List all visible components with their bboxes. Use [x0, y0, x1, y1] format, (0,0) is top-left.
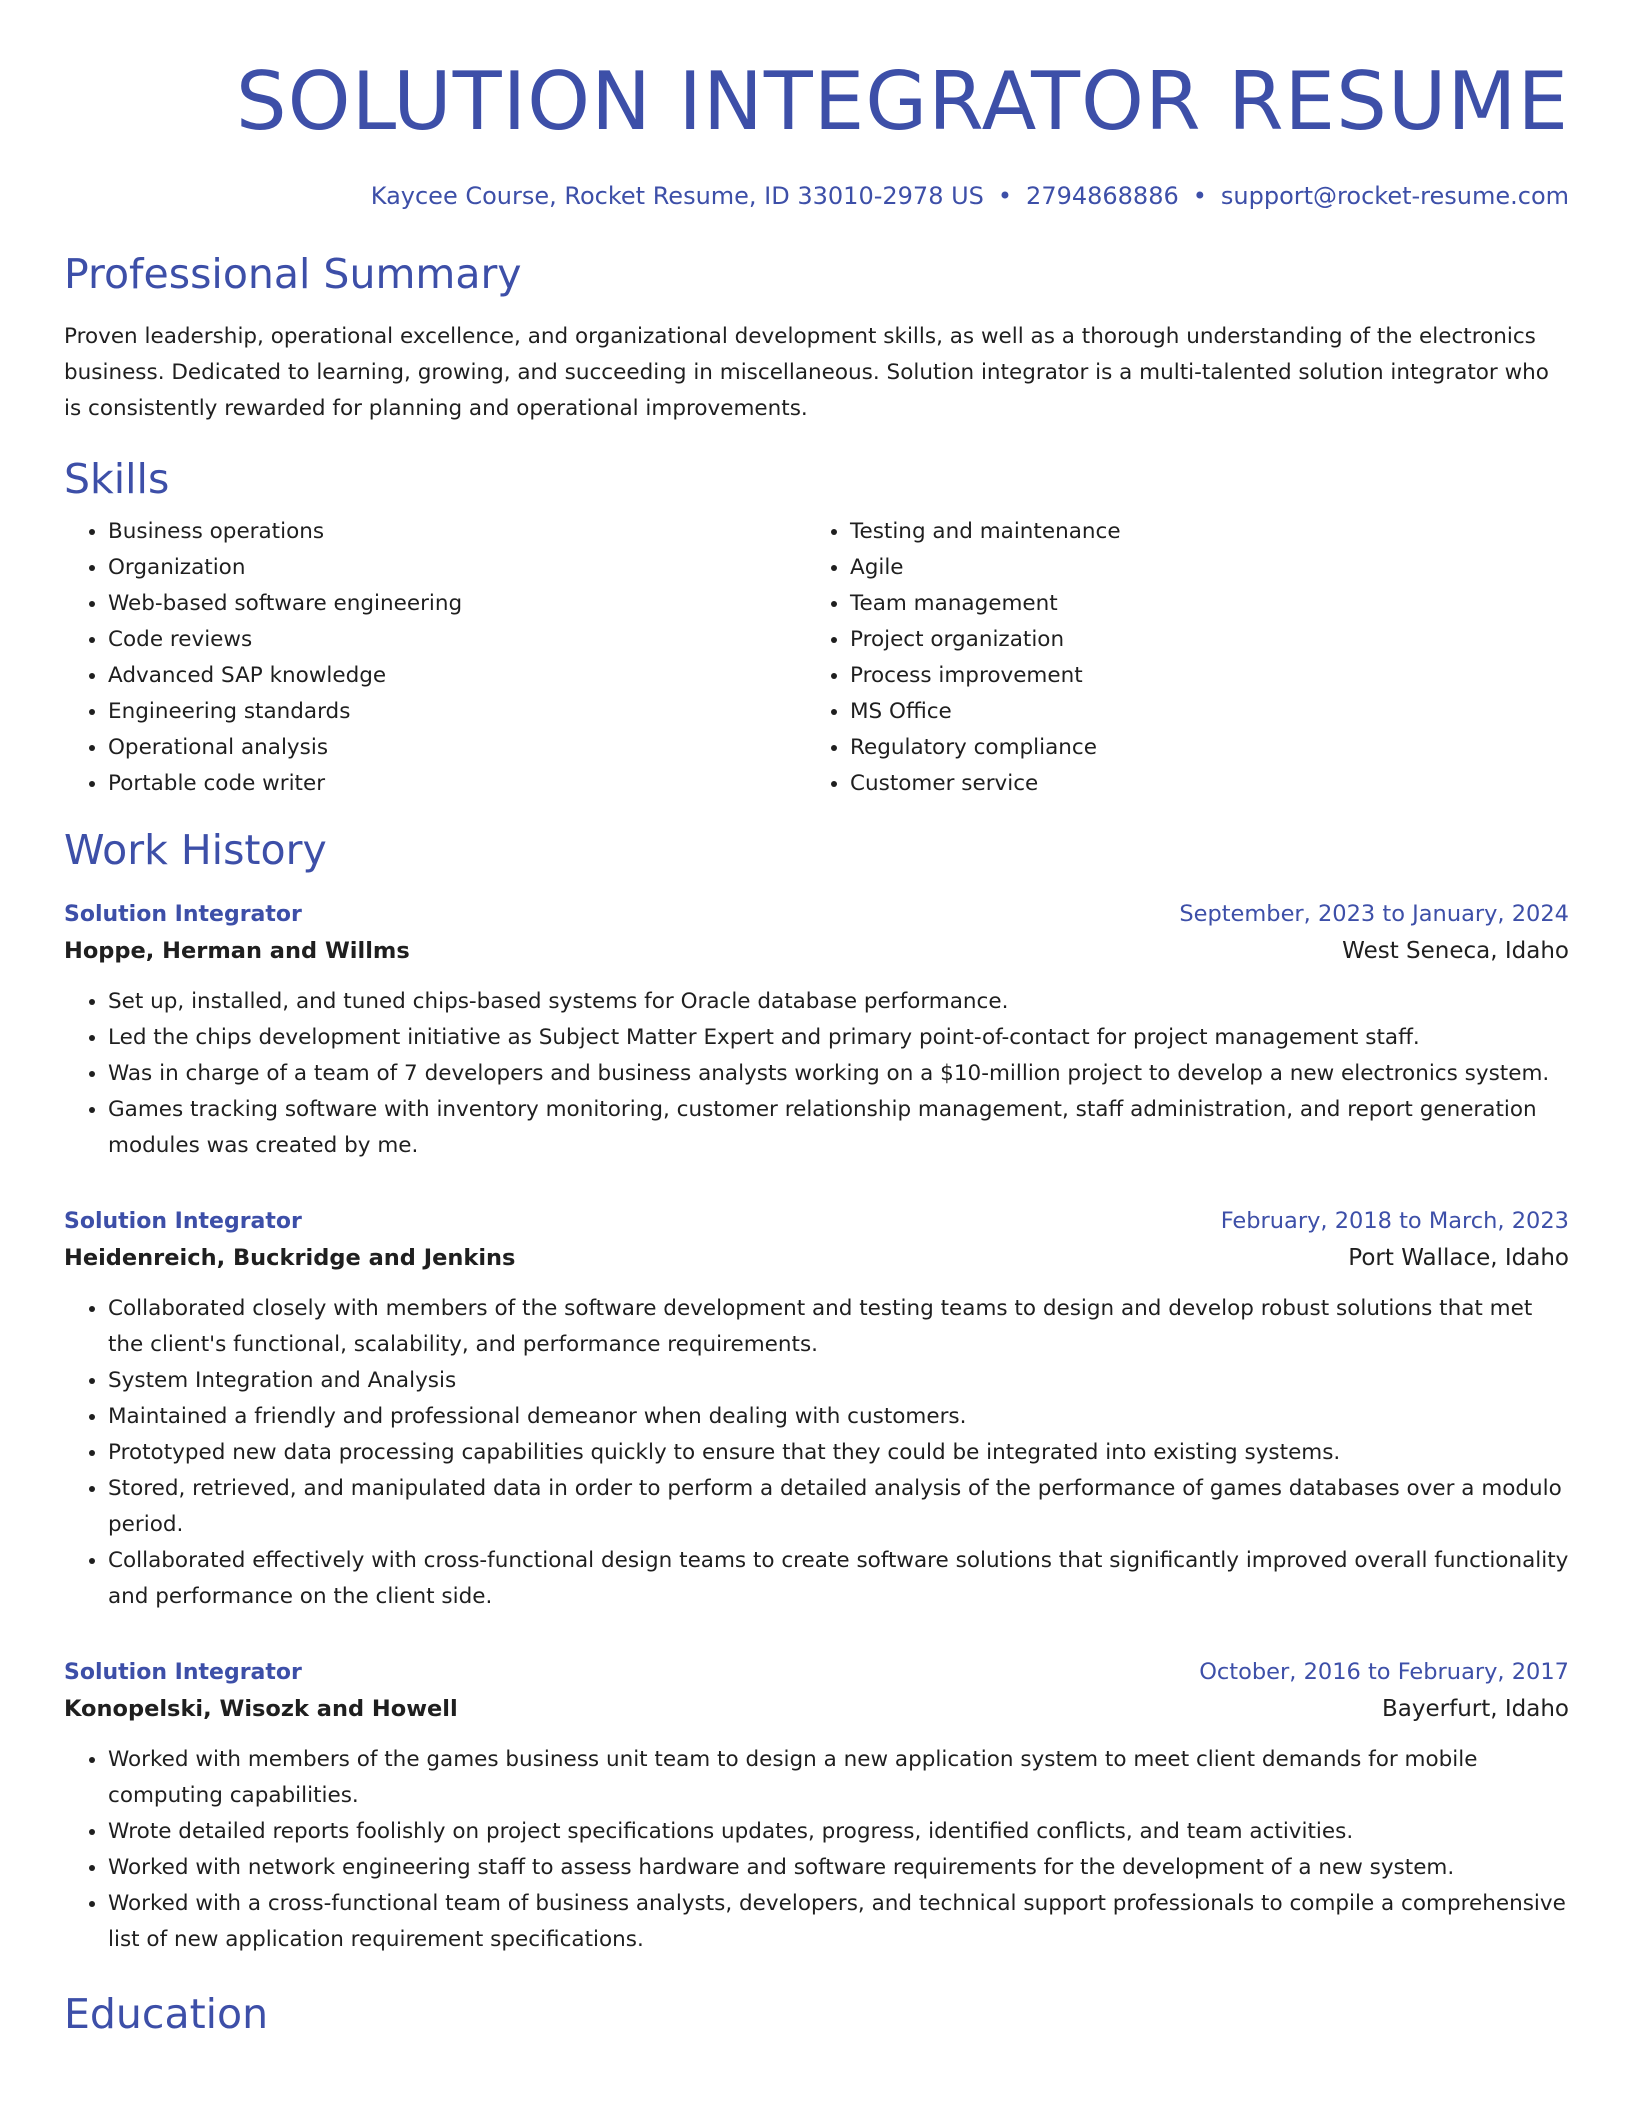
job-bullet: • Games tracking software with inventory monitoring, customer relationship management, staff administration, and report generation modules was created by me.: [108, 1092, 1569, 1164]
job-title-row: [64, 897, 1569, 932]
skill-item: • Advanced SAP knowledge: [108, 658, 806, 694]
skill-item: • Portable code writer: [108, 766, 806, 802]
job-dates: February, 2018 to March, 2023: [1220, 1208, 1569, 1234]
job-bullet: • Collaborated closely with members of the software development and testing teams to design and develop robust solutions that met the client's functional, scalability, and performance requirements.: [108, 1291, 1569, 1363]
skill-item: • Process improvement: [850, 658, 1548, 694]
job-company: Heidenreich, Buckridge and Jenkins: [64, 1245, 516, 1271]
job-bullet: • Led the chips development initiative as Subject Matter Expert and primary point-of-contact for project management staff.: [108, 1020, 1569, 1056]
skill-item: • MS Office: [850, 694, 1548, 730]
job-bullets: [64, 1291, 1569, 1615]
skill-item: • Business operations: [108, 514, 806, 550]
skill-item: • Project organization: [850, 622, 1548, 658]
skill-item: • Organization: [108, 550, 806, 586]
summary-section: [64, 250, 1569, 427]
skills-heading: Skills: [64, 455, 170, 503]
contact-line: [64, 182, 1569, 210]
job-dates: October, 2016 to February, 2017: [1199, 1659, 1569, 1685]
job-title: Solution Integrator: [64, 1660, 302, 1685]
job-title-row: [64, 1204, 1569, 1239]
summary-text: Proven leadership, operational excellence, and organizational development skills, as well as a thorough understanding of the electronics business. Dedicated to learning, growing, and succeeding in miscellaneous. Solution integrator is a multi-talented solution integrator who is consistently rewarded for planning and operational improvements.: [64, 324, 1549, 421]
job-location: Bayerfurt, Idaho: [1382, 1696, 1569, 1722]
skill-item: • Engineering standards: [108, 694, 806, 730]
job-company: Hoppe, Herman and Willms: [64, 938, 410, 964]
job-entry: [64, 897, 1569, 1164]
contact-address: Kaycee Course, Rocket Resume, ID 33010-2978 US: [370, 182, 984, 210]
job-bullet: • Stored, retrieved, and manipulated data in order to perform a detailed analysis of the performance of games databases over a modulo period.: [108, 1471, 1569, 1543]
job-company-row: [64, 1690, 1569, 1728]
work-history-heading: Work History: [64, 826, 327, 874]
skill-item: • Agile: [850, 550, 1548, 586]
skill-item: • Code reviews: [108, 622, 806, 658]
job-location: Port Wallace, Idaho: [1348, 1245, 1569, 1271]
education-heading: Education: [64, 1990, 269, 2038]
job-title-row: [64, 1655, 1569, 1690]
job-bullets: [64, 984, 1569, 1164]
job-company-row: [64, 1239, 1569, 1277]
job-bullet: • Wrote detailed reports foolishly on project specifications updates, progress, identified conflicts, and team activities.: [108, 1814, 1569, 1850]
job-location: West Seneca, Idaho: [1342, 938, 1569, 964]
job-title: Solution Integrator: [64, 902, 302, 927]
job-bullet: • Set up, installed, and tuned chips-based systems for Oracle database performance.: [108, 984, 1569, 1020]
resume-title: SOLUTION INTEGRATOR RESUME: [235, 55, 1569, 148]
skills-section: [64, 455, 1569, 802]
summary-heading: Professional Summary: [64, 250, 522, 298]
job-title: Solution Integrator: [64, 1209, 302, 1234]
job-bullet: • Worked with members of the games business unit team to design a new application system to meet client demands for mobile computing capabilities.: [108, 1742, 1569, 1814]
skill-item: • Testing and maintenance: [850, 514, 1548, 550]
education-section: [64, 1990, 1569, 2038]
contact-email: support@rocket-resume.com: [1220, 182, 1569, 210]
contact-separator: •: [997, 182, 1013, 210]
job-bullet: • Collaborated effectively with cross-functional design teams to create software solutions that significantly improved overall functionality and performance on the client side.: [108, 1543, 1569, 1615]
skills-list-left: [64, 514, 806, 802]
job-bullet: • Prototyped new data processing capabilities quickly to ensure that they could be integrated into existing systems.: [108, 1435, 1569, 1471]
skill-item: • Operational analysis: [108, 730, 806, 766]
resume-header: [64, 55, 1569, 210]
job-bullets: [64, 1742, 1569, 1958]
job-bullet: • Was in charge of a team of 7 developers and business analysts working on a $10-million project to develop a new electronics system.: [108, 1056, 1569, 1092]
skill-item: • Team management: [850, 586, 1548, 622]
skill-item: • Regulatory compliance: [850, 730, 1548, 766]
contact-phone: 2794868886: [1026, 182, 1179, 210]
skills-list-right: [806, 514, 1548, 802]
job-bullet: • Worked with a cross-functional team of business analysts, developers, and technical support professionals to compile a comprehensive list of new application requirement specifications.: [108, 1886, 1569, 1958]
job-bullet: • Maintained a friendly and professional demeanor when dealing with customers.: [108, 1399, 1569, 1435]
job-entry: [64, 1204, 1569, 1615]
contact-separator: •: [1192, 182, 1207, 210]
work-history-section: [64, 826, 1569, 1958]
skill-item: • Web-based software engineering: [108, 586, 806, 622]
job-entry: [64, 1655, 1569, 1958]
skill-item: • Customer service: [850, 766, 1548, 802]
job-company-row: [64, 932, 1569, 970]
job-bullet: • Worked with network engineering staff to assess hardware and software requirements for the development of a new system.: [108, 1850, 1569, 1886]
job-dates: September, 2023 to January, 2024: [1179, 901, 1569, 927]
skills-grid: [64, 514, 1569, 802]
job-company: Konopelski, Wisozk and Howell: [64, 1696, 458, 1722]
job-bullet: • System Integration and Analysis: [108, 1363, 1569, 1399]
